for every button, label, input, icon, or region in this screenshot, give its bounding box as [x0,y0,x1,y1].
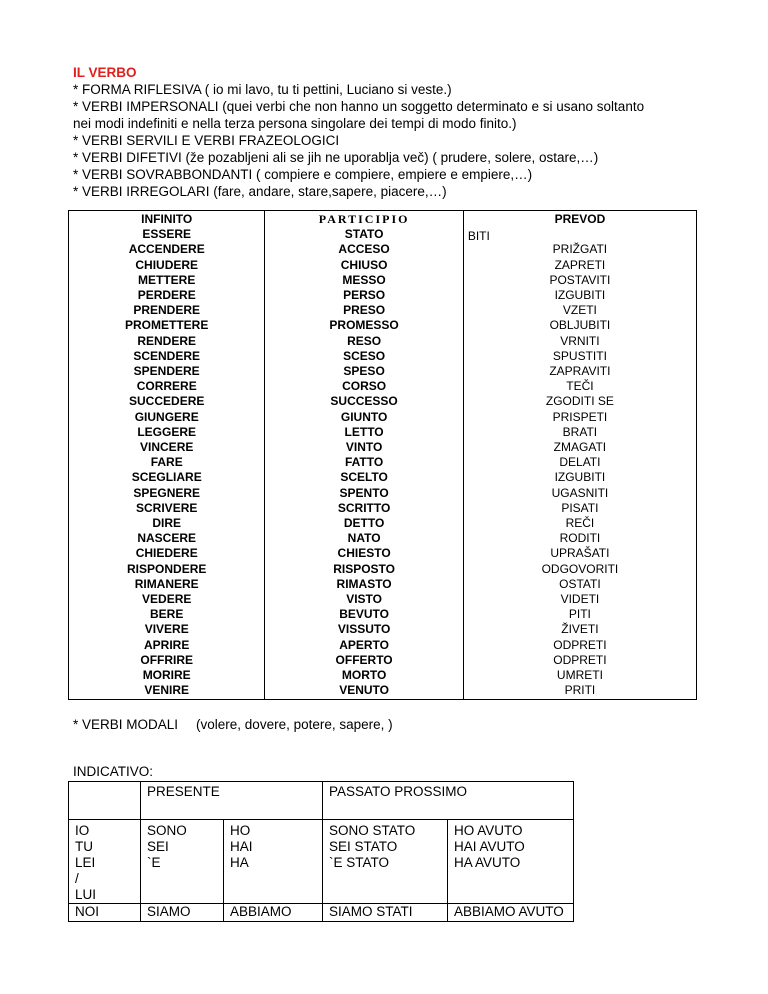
infinito-cell: CHIUDERE [135,257,199,272]
infinito-cell: APRIRE [144,637,190,652]
participio-cell: OFFERTO [335,652,393,667]
essere-pp-cell [323,820,448,904]
infinito-cell: VINCERE [140,440,194,455]
participio-cell: CHIUSO [340,257,388,272]
infinito-cell: SPENDERE [133,364,200,379]
participio-cell: RESO [347,333,382,348]
infinito-cell: GIUNGERE [134,409,199,424]
prevod-cell: ŽIVETI [561,622,599,637]
prevod-cell: ZGODITI SE [545,394,614,409]
verbi-modali-line [73,717,393,732]
participio-cell: CHIESTO [337,546,391,561]
infinito-cell: RENDERE [137,333,197,348]
essere-cell [141,820,224,904]
essere-pp-form: SONO STATO [329,823,416,838]
avere-form: HO [230,823,251,838]
prevod-cell: PISATI [561,500,599,515]
page-title: IL VERBO [73,65,137,80]
intro-line: * VERBI DIFETIVI (že pozabljeni ali se jih ne uporablja več) ( prudere, solere, ostare,…) [73,150,599,165]
infinito-cell: NASCERE [137,531,197,546]
participio-cell: PRESO [343,303,386,318]
prevod-cell: ODPRETI [553,652,607,667]
infinito-cell: METTERE [138,272,196,287]
participio-cell: VISTO [346,592,382,607]
participio-cell: PROMESSO [329,318,399,333]
participio-cell: SUCCESSO [330,394,398,409]
modali-text: (volere, dovere, potere, sapere, ) [196,717,393,732]
infinito-header: INFINITO [141,212,193,226]
prevod-cell: UMRETI [556,668,603,683]
essere-form: `E [147,855,161,870]
infinito-cell: VEDERE [142,592,192,607]
infinito-cell: ACCENDERE [128,242,205,257]
prevod-cell: PITI [568,607,591,622]
infinito-cell: OFFRIRE [140,652,194,667]
prevod-cell: VZETI [562,303,597,318]
essere-pp-form: `E STATO [329,855,390,870]
essere-form: SONO [147,823,187,838]
avere-pp-form: HAI AVUTO [453,839,525,854]
prevod-cell: RODITI [559,531,601,546]
infinito-cell: SCEGLIARE [131,470,202,485]
participio-cell: LETTO [344,424,384,439]
infinito-cell: SPEGNERE [133,485,201,500]
participio-cell: SPESO [343,364,385,379]
intro-line: nei modi indefiniti e nella terza persona singolare dei tempi di modo finito.) [73,116,517,131]
prevod-cell: POSTAVITI [549,272,611,287]
infinito-cell: PRENDERE [133,303,201,318]
infinito-cell: DIRE [152,516,182,531]
intro-line: * VERBI SOVRABBONDANTI ( compiere e compiere, empiere e empiere,…) [73,167,533,182]
participio-cell: MESSO [342,272,386,287]
prevod-cell: PRISPETI [552,409,608,424]
infinito-cell: SCRIVERE [136,500,198,515]
avere-pp-form: HA AVUTO [453,855,521,870]
participio-header: PARTICIPIO [318,212,410,226]
avere-cell [224,820,323,904]
prevod-cell: ZAPRETI [554,257,606,272]
pronoun-cell [69,820,141,904]
participio-cell: FATTO [344,455,384,470]
infinito-cell: SCENDERE [133,348,201,363]
participio-cell: MORTO [341,668,387,683]
indicativo-table [68,781,574,922]
prevod-cell: ODGOVORITI [541,561,619,576]
avere-pp-cell [447,820,573,904]
avere-form: HA [230,855,249,870]
participio-cell: RISPOSTO [333,561,395,576]
avere-pp-noi: ABBIAMO AVUTO [447,904,573,922]
pronoun: IO [75,823,90,838]
prevod-cell: ZAPRAVITI [549,364,611,379]
prevod-cell: ZMAGATI [553,440,607,455]
prevod-cell: IZGUBITI [554,470,606,485]
intro-line: * VERBI IRREGOLARI (fare, andare, stare,sapere, piacere,…) [73,184,447,199]
prevod-cell: VIDETI [560,592,600,607]
pronoun: LUI [75,887,97,902]
infinito-cell: PROMETTERE [125,318,209,333]
prevod-cell: IZGUBITI [554,288,606,302]
presente-header: PRESENTE [141,782,323,820]
intro-line: * FORMA RIFLESIVA ( io mi lavo, tu ti pettini, Luciano si veste.) [73,82,452,97]
document-intro [73,64,703,200]
prevod-cell: REČI [565,516,595,531]
participio-cell: SPENTO [339,485,389,500]
participio-cell: PERSO [343,288,386,303]
essere-noi: SIAMO [141,904,224,922]
participio-cell: SCRITTO [337,500,391,515]
prevod-column [463,211,696,700]
infinito-cell: ESSERE [142,227,192,242]
participio-cell: GIUNTO [340,409,388,424]
prevod-cell: TEČI [566,379,594,394]
pronoun-noi: NOI [69,904,141,922]
essere-form: SEI [147,839,169,854]
avere-pp-form: HO AVUTO [453,823,523,838]
intro-line: * VERBI IMPERSONALI (quei verbi che non hanno un soggetto determinato e si usano soltanto [73,99,645,114]
prevod-cell: UPRAŠATI [550,546,610,561]
prevod-cell: OBLJUBITI [549,318,611,333]
prevod-cell: ODPRETI [553,637,607,652]
infinito-cell: MORIRE [142,668,191,683]
pronoun: LEI [75,855,96,870]
prevod-cell: BRATI [562,424,598,439]
participio-cell: BEVUTO [339,607,389,622]
participio-cell: DETTO [343,516,385,531]
infinito-cell: VIVERE [144,622,189,637]
prevod-header: PREVOD [554,212,606,226]
biti-cell: BITI [467,229,490,243]
participio-cell: NATO [347,531,381,546]
participio-cell: VENUTO [339,683,389,698]
infinito-cell: VENIRE [144,683,190,698]
prevod-cell: OSTATI [559,576,601,591]
modali-label: * VERBI MODALI [73,717,179,732]
prevod-cell: PRIŽGATI [552,242,608,257]
infinito-column [69,211,265,700]
infinito-cell: RIMANERE [134,576,199,591]
ind-empty-cell [69,782,141,820]
prevod-cell: VRNITI [560,333,600,348]
participio-cell: RIMASTO [336,576,392,591]
avere-form: HAI [230,839,253,854]
participio-column [265,211,463,700]
participio-cell: VISSUTO [337,622,391,637]
participio-cell: SCESO [343,348,386,363]
participio-cell: SCELTO [340,470,388,485]
passato-header: PASSATO PROSSIMO [323,782,574,820]
pronoun: / [75,871,79,886]
prevod-cell: SPUSTITI [552,348,607,363]
prevod-cell: UGASNITI [551,485,609,500]
intro-line: * VERBI SERVILI E VERBI FRAZEOLOGICI [73,133,340,148]
avere-noi: ABBIAMO [224,904,323,922]
infinito-cell: BERE [150,607,184,622]
infinito-cell: CORRERE [136,379,197,394]
essere-pp-noi: SIAMO STATI [323,904,448,922]
prevod-cell: PRITI [564,683,596,698]
infinito-cell: RISPONDERE [127,561,207,576]
infinito-cell: SUCCEDERE [129,394,205,409]
prevod-cell: DELATI [559,455,601,470]
participio-cell: CORSO [342,379,387,394]
participio-cell: STATO [344,227,384,242]
participio-cell: ACCESO [338,242,390,257]
infinito-cell: CHIEDERE [135,546,198,561]
essere-pp-form: SEI STATO [329,839,398,854]
participio-cell: APERTO [339,637,389,652]
indicativo-label: INDICATIVO: [73,764,154,779]
pronoun: TU [75,839,93,854]
infinito-cell: LEGGERE [137,424,197,439]
infinito-cell: PERDERE [137,288,196,303]
participio-cell: VINTO [345,440,383,455]
infinito-cell: FARE [150,455,183,470]
verb-table [68,210,697,700]
